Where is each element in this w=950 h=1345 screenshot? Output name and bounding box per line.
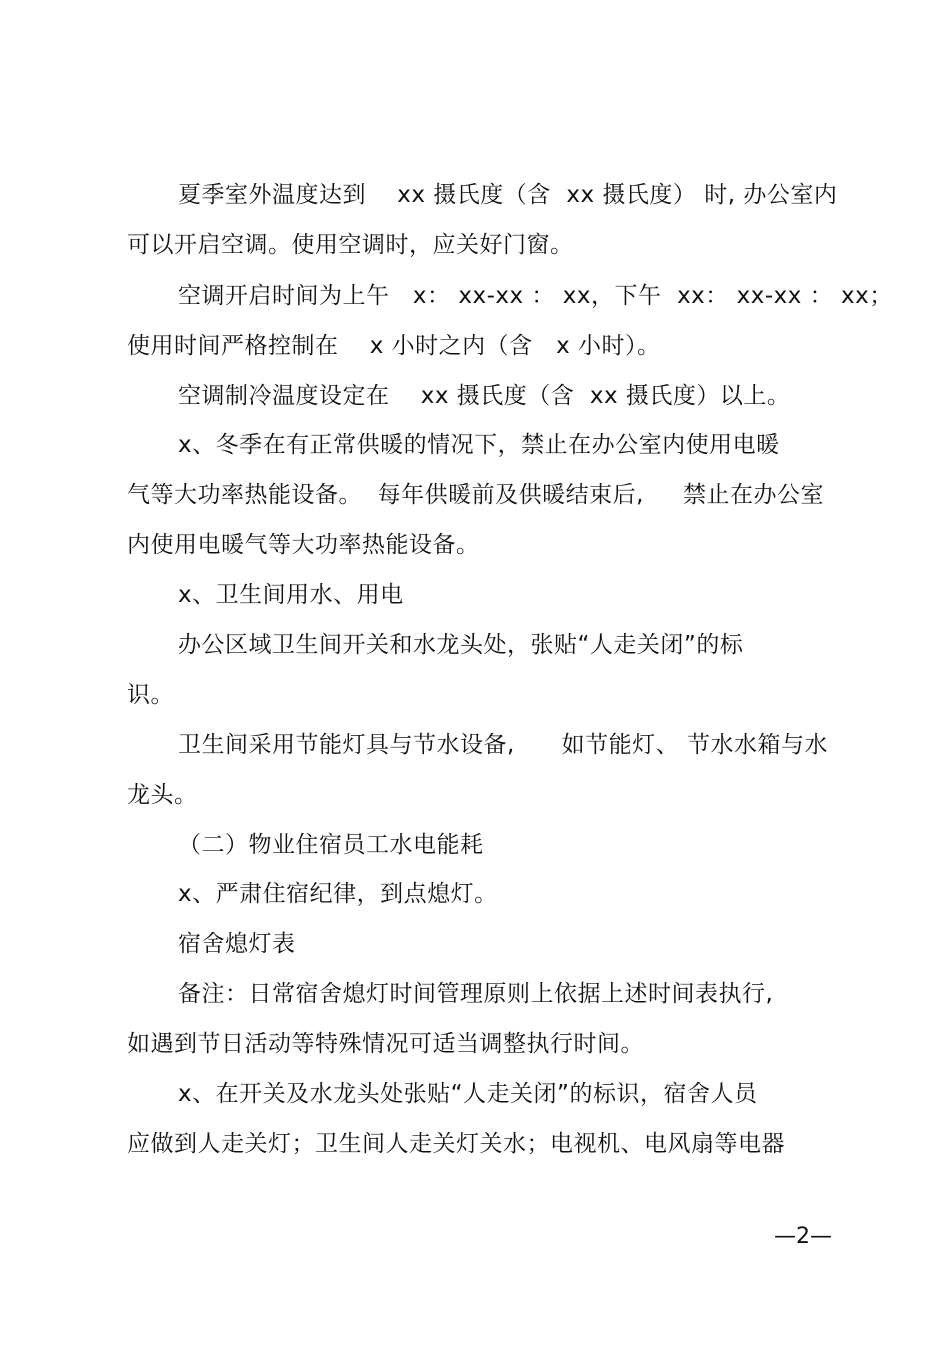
text-line-19: x、在开关及水龙头处张贴“人走关闭”的标识，宿舍人员 — [178, 1081, 758, 1107]
text-line-17: 备注：日常宿舍熄灯时间管理原则上依据上述时间表执行, — [178, 981, 774, 1007]
text-line-20: 应做到人走关灯；卫生间人走关灯关水；电视机、电风扇等电器 — [127, 1131, 785, 1157]
text-line-1: 夏季室外温度达到 xx 摄氏度（含 xx 摄氏度） 时, 办公室内 — [178, 182, 838, 208]
text-line-6: x、冬季在有正常供暖的情况下，禁止在办公室内使用电暖 — [178, 432, 780, 458]
text-line-5: 空调制冷温度设定在 xx 摄氏度（含 xx 摄氏度）以上。 — [178, 383, 791, 409]
text-line-2: 可以开启空调。使用空调时，应关好门窗。 — [127, 232, 574, 258]
text-line-11: 识。 — [127, 682, 174, 708]
text-line-12: 卫生间采用节能灯具与节水设备, 如节能灯、 节水水箱与水 — [178, 732, 828, 758]
text-line-4: 使用时间严格控制在 x 小时之内（含 x 小时）。 — [127, 333, 661, 359]
text-line-7: 气等大功率热能设备。 每年供暖前及供暖结束后, 禁止在办公室 — [127, 482, 824, 508]
text-line-15: x、严肃住宿纪律，到点熄灯。 — [178, 881, 498, 907]
text-line-16: 宿舍熄灯表 — [178, 931, 296, 957]
page-number: —2— — [774, 1224, 832, 1249]
text-line-9: x、卫生间用水、用电 — [178, 582, 404, 608]
text-line-8: 内使用电暖气等大功率热能设备。 — [127, 532, 480, 558]
text-line-10: 办公区域卫生间开关和水龙头处，张贴“人走关闭”的标 — [178, 632, 744, 658]
text-line-13: 龙头。 — [127, 782, 198, 808]
text-line-3: 空调开启时间为上午 x： xx-xx ： xx，下午 xx： xx-xx ： xx； — [178, 283, 893, 309]
text-line-14: （二）物业住宿员工水电能耗 — [178, 832, 484, 858]
text-line-18: 如遇到节日活动等特殊情况可适当调整执行时间。 — [127, 1031, 644, 1057]
